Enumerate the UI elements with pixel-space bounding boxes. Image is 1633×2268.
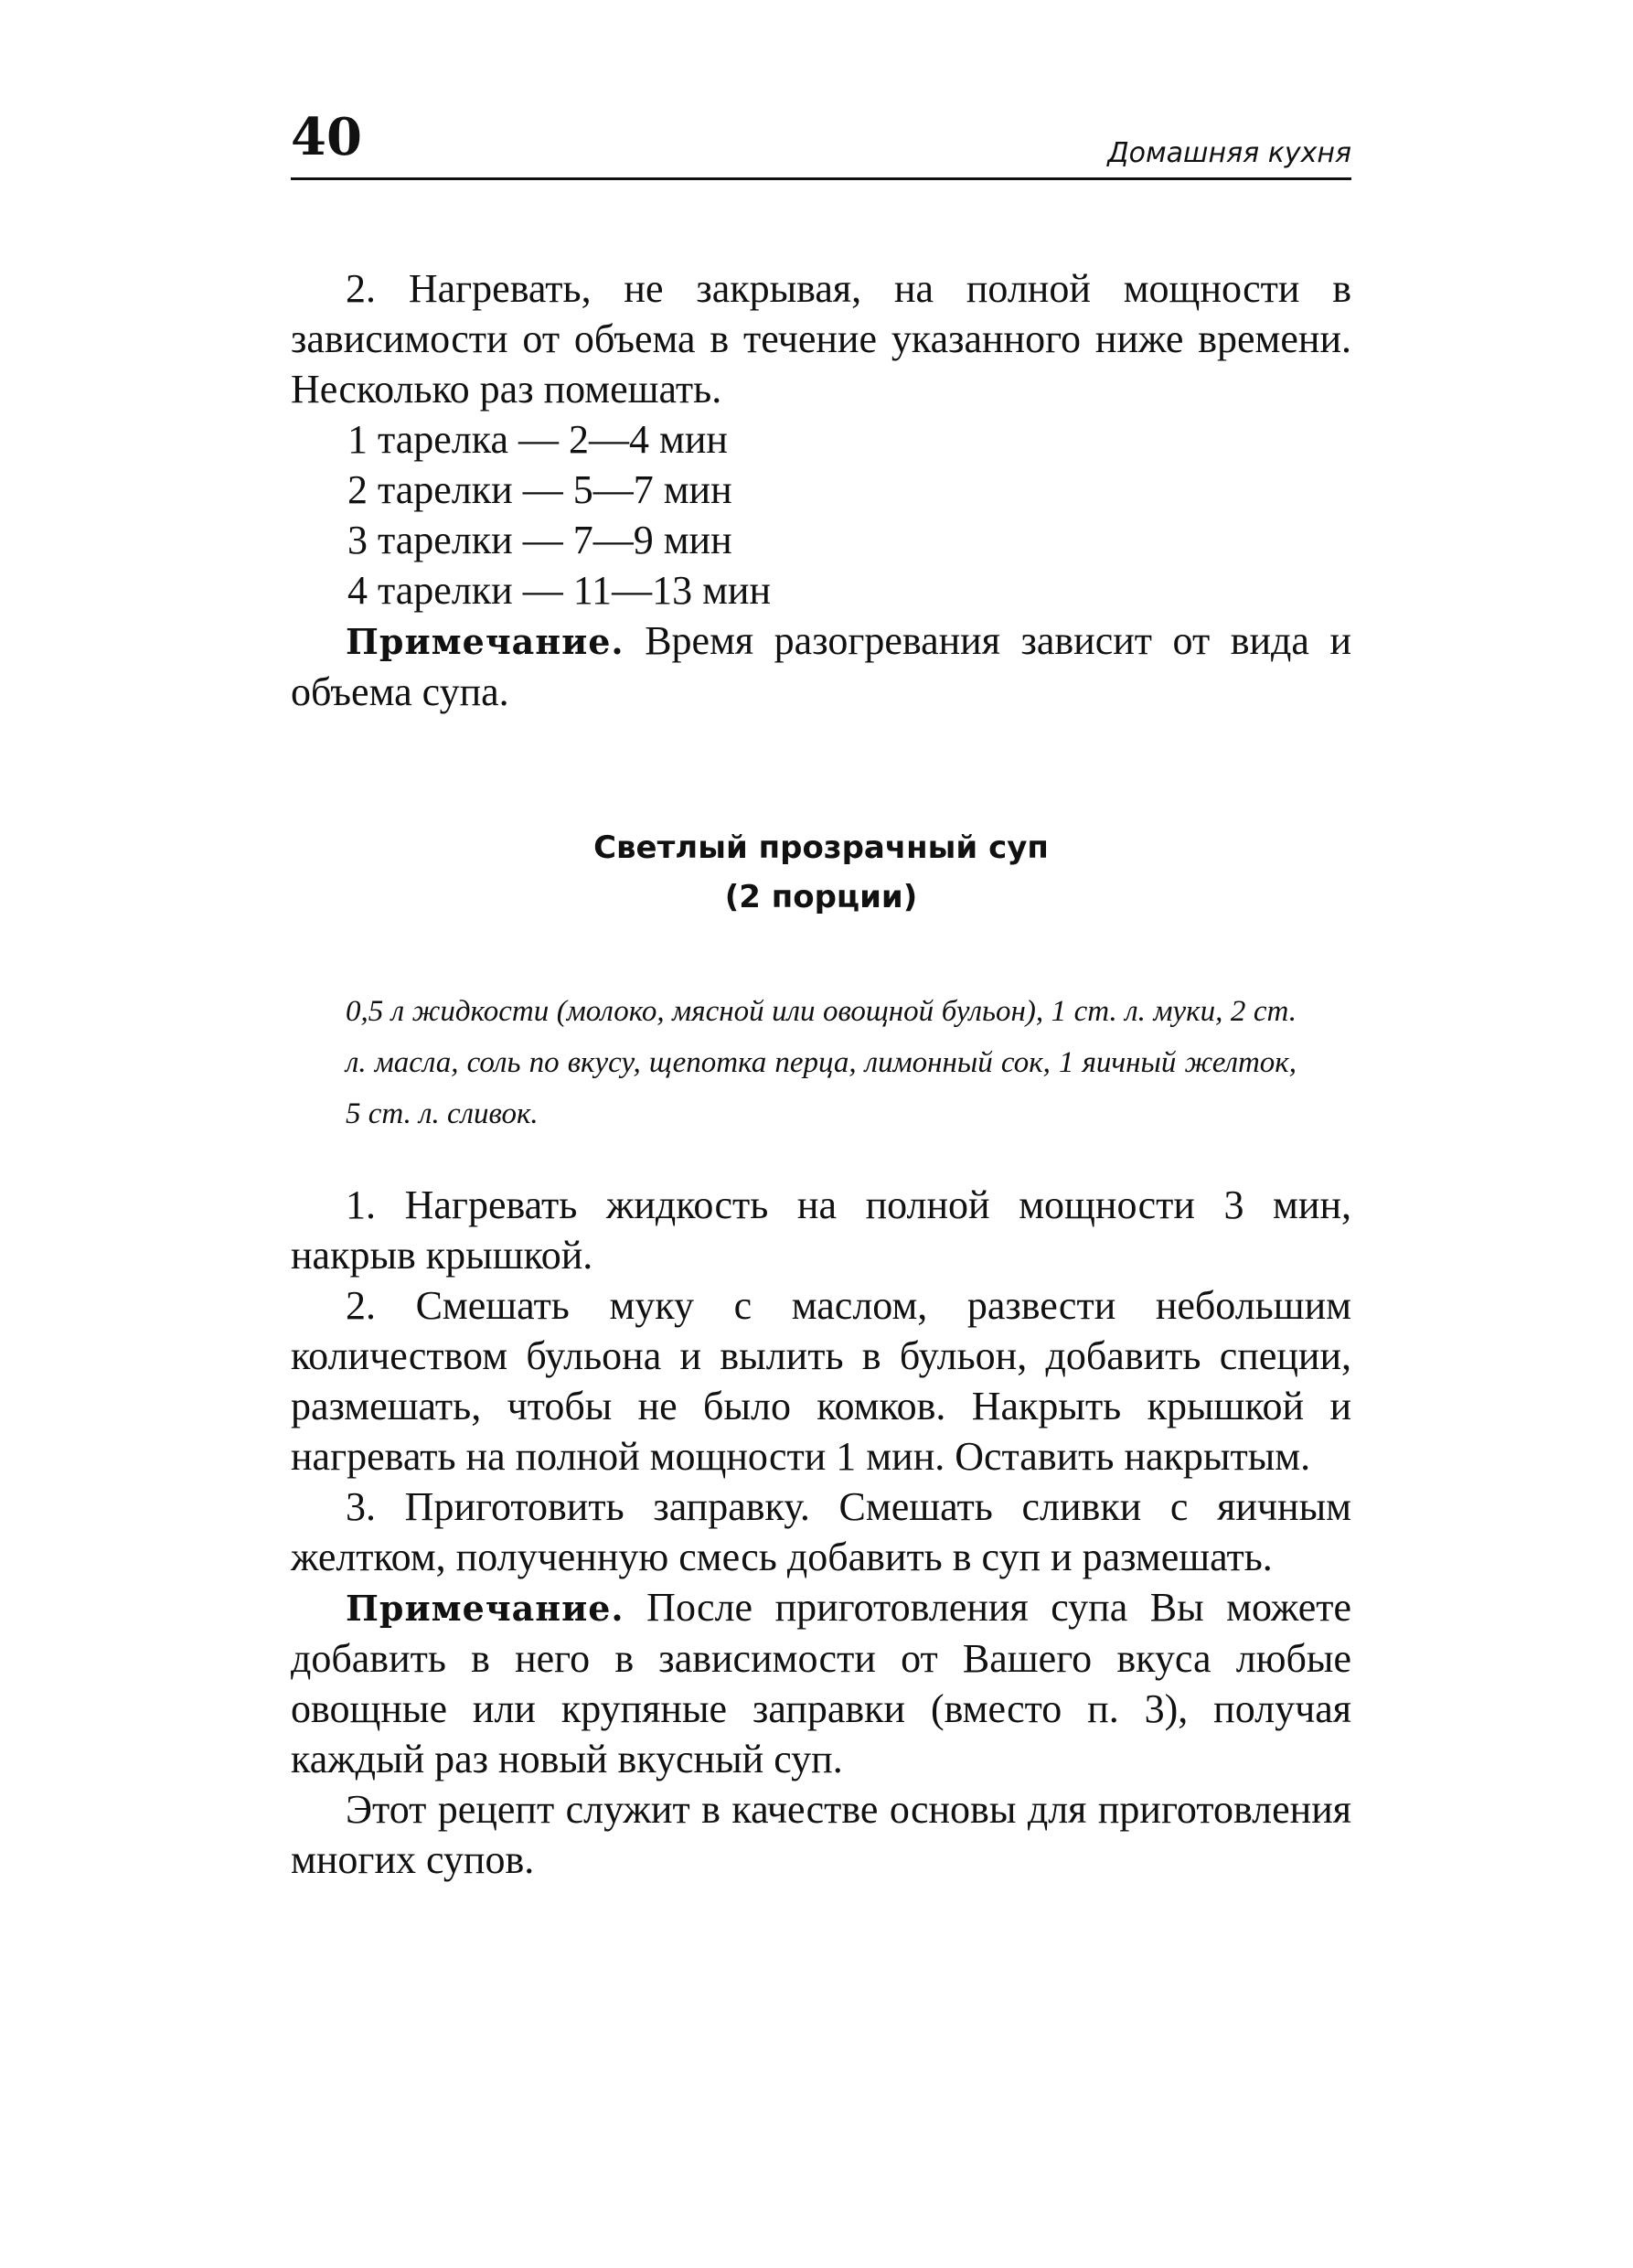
running-title: Домашняя кухня (1107, 137, 1351, 169)
time-line: 2 тарелки — 5—7 мин (347, 467, 732, 512)
page-number: 40 (291, 107, 362, 167)
ingredients-list: 0,5 л жидкости (молоко, мясной или овощной бульон), 1 ст. л. муки, 2 ст. л. масла, соль по вкусу, щепотка перца, лимонный сок, 1 яичный желток, 5 ст. л. сливок. (346, 995, 1297, 1130)
heating-times-list (291, 414, 1351, 615)
note-label: Примечание. (346, 621, 624, 662)
note-paragraph (291, 1582, 1351, 1784)
book-page (291, 107, 1351, 2213)
header-rule (291, 177, 1351, 180)
recipe-heading (291, 823, 1351, 922)
note-label: Примечание. (346, 1588, 624, 1629)
note-paragraph (291, 615, 1351, 717)
previous-recipe-continuation (291, 263, 1351, 717)
note-text: Время разогревания зависит от вида и объема супа. (291, 618, 1351, 714)
time-line: 1 тарелка — 2—4 мин (347, 417, 728, 462)
step-2-paragraph: 2. Нагревать, не закрывая, на полной мощности в зависимости от объема в течение указанного ниже времени. Несколько раз помешать. (291, 266, 1351, 412)
recipe-servings: (2 порции) (724, 879, 918, 915)
step-paragraph: 3. Приготовить заправку. Смешать сливки с яичным желтком, полученную смесь добавить в суп и размешать. (291, 1484, 1351, 1579)
closing-paragraph: Этот рецепт служит в качестве основы для приготовления многих супов. (291, 1787, 1351, 1882)
step-paragraph: 2. Смешать муку с маслом, развести небольшим количеством бульона и вылить в бульон, добавить специи, размешать, чтобы не было комков. Накрыть крышкой и нагревать на полной мощности 1 мин. Оставить накрытым. (291, 1283, 1351, 1479)
note-text: После приготовления супа Вы можете добавить в него в зависимости от Вашего вкуса любые овощные или крупяные заправки (вместо п. 3), получая каждый раз новый вкусный суп. (291, 1585, 1351, 1781)
time-line: 4 тарелки — 11—13 мин (347, 568, 772, 613)
step-paragraph: 1. Нагревать жидкость на полной мощности 3 мин, накрыв крышкой. (291, 1182, 1351, 1278)
recipe-instructions (291, 1180, 1351, 1885)
page-header (291, 107, 1351, 183)
time-line: 3 тарелки — 7—9 мин (347, 518, 732, 562)
recipe-title: Светлый прозрачный суп (593, 829, 1049, 866)
